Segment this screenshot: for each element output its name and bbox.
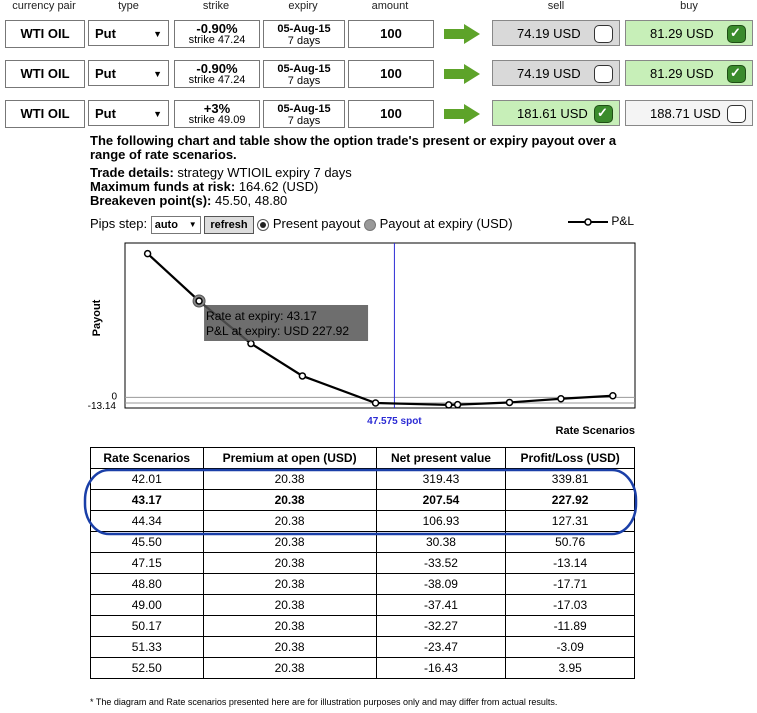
buy-price: 81.29 USD: [650, 66, 714, 81]
sell-button[interactable]: [492, 20, 620, 46]
table-header-row: [91, 448, 635, 469]
table-cell: 127.31: [506, 511, 635, 532]
header-type: type: [118, 0, 139, 12]
expiry-days: 7 days: [287, 35, 321, 47]
sell-checkbox[interactable]: [594, 25, 613, 43]
strike-field[interactable]: [174, 20, 260, 48]
table-cell: 20.38: [203, 532, 376, 553]
column-header: Net present value: [376, 448, 506, 469]
x-axis-label: Rate Scenarios: [555, 425, 635, 437]
buy-checkbox[interactable]: [727, 65, 746, 83]
table-cell: 319.43: [376, 469, 506, 490]
payout-chart: [0, 238, 757, 438]
amount-field[interactable]: 100: [348, 100, 434, 128]
table-cell: 227.92: [506, 490, 635, 511]
pl-point: [455, 402, 461, 408]
column-header: Rate Scenarios: [91, 448, 204, 469]
table-cell: 20.38: [203, 637, 376, 658]
expiry-date: 05-Aug-15: [277, 103, 331, 115]
table-row: [91, 616, 635, 637]
buy-button[interactable]: [625, 20, 753, 46]
y-tick-label: -13.14: [87, 400, 116, 412]
table-row: [91, 595, 635, 616]
tooltip-line-1: Rate at expiry: 43.17: [206, 308, 317, 323]
legend-label: P&L: [611, 214, 635, 228]
trade-details-value: strategy WTIOIL expiry 7 days: [173, 165, 352, 180]
max-funds-value: 164.62 (USD): [235, 179, 319, 194]
table-row: [91, 574, 635, 595]
expiry-date: 05-Aug-15: [277, 23, 331, 35]
chevron-down-icon: ▼: [153, 69, 162, 79]
column-header: Premium at open (USD): [203, 448, 376, 469]
currency-pair-field[interactable]: WTI OIL: [5, 60, 85, 88]
strike-percent: -0.90%: [196, 21, 238, 36]
buy-button[interactable]: [625, 60, 753, 86]
table-cell: -32.27: [376, 616, 506, 637]
sell-price: 74.19 USD: [517, 26, 581, 41]
table-cell: 52.50: [91, 658, 204, 679]
breakeven-value: 45.50, 48.80: [211, 193, 288, 208]
pl-point: [248, 341, 254, 347]
sell-price: 74.19 USD: [517, 66, 581, 81]
strike-value: strike 49.09: [188, 114, 246, 126]
max-funds: [90, 180, 318, 194]
table-cell: -17.71: [506, 574, 635, 595]
footnote: * The diagram and Rate scenarios presented here are for illustration purposes only and may differ from actual results.: [90, 697, 558, 707]
table-cell: 50.76: [506, 532, 635, 553]
table-cell: 20.38: [203, 553, 376, 574]
trade-row-3: [0, 100, 757, 130]
chart-legend: [568, 214, 634, 228]
table-cell: -23.47: [376, 637, 506, 658]
strike-value: strike 47.24: [188, 74, 246, 86]
column-header: Profit/Loss (USD): [506, 448, 635, 469]
expiry-date: 05-Aug-15: [277, 63, 331, 75]
pips-step-label: Pips step:: [90, 216, 148, 231]
arrow-right-icon: [444, 24, 480, 44]
table-cell: 43.17: [91, 490, 204, 511]
table-cell: -13.14: [506, 553, 635, 574]
table-cell: 20.38: [203, 616, 376, 637]
pl-point: [373, 400, 379, 406]
type-value: Put: [95, 66, 116, 81]
header-amount: amount: [371, 0, 409, 12]
pl-point: [610, 393, 616, 399]
buy-checkbox[interactable]: [727, 25, 746, 43]
buy-button[interactable]: [625, 100, 753, 126]
table-cell: 3.95: [506, 658, 635, 679]
table-cell: 48.80: [91, 574, 204, 595]
strike-percent: +3%: [203, 101, 231, 116]
y-tick-label: 0: [111, 391, 117, 403]
pl-point: [446, 402, 452, 408]
table-cell: 20.38: [203, 490, 376, 511]
strike-field[interactable]: [174, 100, 260, 128]
table-cell: -3.09: [506, 637, 635, 658]
trade-details: [90, 166, 352, 180]
currency-pair-field[interactable]: WTI OIL: [5, 20, 85, 48]
strike-value: strike 47.24: [188, 34, 246, 46]
sell-button[interactable]: [492, 60, 620, 86]
pl-point: [145, 251, 151, 257]
breakeven-label: Breakeven point(s):: [90, 193, 212, 208]
breakeven: [90, 194, 287, 208]
table-cell: 49.00: [91, 595, 204, 616]
table-cell: 45.50: [91, 532, 204, 553]
header-strike: strike: [202, 0, 230, 12]
amount-field[interactable]: 100: [348, 60, 434, 88]
table-cell: 339.81: [506, 469, 635, 490]
table-cell: 106.93: [376, 511, 506, 532]
table-cell: -38.09: [376, 574, 506, 595]
pips-step-value: auto: [154, 218, 178, 231]
sell-button[interactable]: [492, 100, 620, 126]
amount-field[interactable]: 100: [348, 20, 434, 48]
pl-point: [196, 298, 202, 304]
chevron-down-icon: ▼: [188, 219, 197, 229]
table-cell: 20.38: [203, 574, 376, 595]
header-buy: buy: [680, 0, 698, 12]
expiry-days: 7 days: [287, 115, 321, 127]
plot-area: [125, 243, 635, 408]
arrow-right-icon: [444, 104, 480, 124]
pl-point: [506, 399, 512, 405]
table-cell: 51.33: [91, 637, 204, 658]
table-cell: 47.15: [91, 553, 204, 574]
table-row: [91, 637, 635, 658]
pips-step-select[interactable]: [151, 216, 201, 234]
present-payout-radio[interactable]: [257, 219, 269, 231]
trade-row-2: [0, 60, 757, 90]
arrow-right-icon: [444, 64, 480, 84]
table-cell: 42.01: [91, 469, 204, 490]
table-cell: 20.38: [203, 469, 376, 490]
buy-checkbox[interactable]: [727, 105, 746, 123]
table-cell: 50.17: [91, 616, 204, 637]
expiry-field[interactable]: [263, 20, 345, 48]
currency-pair-field[interactable]: WTI OIL: [5, 100, 85, 128]
max-funds-label: Maximum funds at risk:: [90, 179, 236, 194]
trade-details-label: Trade details:: [90, 165, 174, 180]
expiry-field[interactable]: [263, 60, 345, 88]
expiry-days: 7 days: [287, 75, 321, 87]
legend-line-icon: [568, 217, 608, 227]
type-select[interactable]: [88, 60, 169, 86]
present-payout-label: Present payout: [272, 216, 361, 231]
table-cell: 30.38: [376, 532, 506, 553]
radio-dot-icon: [260, 222, 266, 228]
table-row: [91, 658, 635, 679]
table-cell: -17.03: [506, 595, 635, 616]
expiry-payout-radio[interactable]: [364, 219, 376, 231]
strike-percent: -0.90%: [196, 61, 238, 76]
table-cell: 207.54: [376, 490, 506, 511]
strike-field[interactable]: [174, 60, 260, 88]
sell-price: 181.61 USD: [517, 106, 588, 121]
pl-point: [299, 373, 305, 379]
table-cell: 44.34: [91, 511, 204, 532]
refresh-button[interactable]: refresh: [204, 216, 253, 234]
intro-text: The following chart and table show the option trade's present or expiry payout over a range of rate scenarios.: [90, 133, 617, 162]
table-cell: -11.89: [506, 616, 635, 637]
table-cell: 20.38: [203, 658, 376, 679]
expiry-field[interactable]: [263, 100, 345, 128]
table-cell: 20.38: [203, 511, 376, 532]
pl-point: [558, 396, 564, 402]
header-currency-pair: currency pair: [12, 0, 76, 12]
header-expiry: expiry: [288, 0, 318, 12]
trade-row-1: [0, 20, 757, 50]
header-sell: sell: [547, 0, 565, 12]
table-cell: -16.43: [376, 658, 506, 679]
buy-price: 188.71 USD: [650, 106, 721, 121]
table-row: [91, 553, 635, 574]
sell-checkbox[interactable]: [594, 105, 613, 123]
type-value: Put: [95, 106, 116, 121]
table-cell: -37.41: [376, 595, 506, 616]
buy-price: 81.29 USD: [650, 26, 714, 41]
chevron-down-icon: ▼: [153, 109, 162, 119]
type-select[interactable]: [88, 20, 169, 46]
chart-controls: [90, 214, 650, 234]
type-select[interactable]: [88, 100, 169, 126]
tooltip-line-2: P&L at expiry: USD 227.92: [206, 323, 350, 338]
highlight-outline: [82, 467, 642, 539]
sell-checkbox[interactable]: [594, 65, 613, 83]
spot-label: 47.575 spot: [367, 416, 422, 427]
y-axis-label: Payout: [91, 299, 103, 337]
table-cell: 20.38: [203, 595, 376, 616]
chevron-down-icon: ▼: [153, 29, 162, 39]
expiry-payout-label: Payout at expiry (USD): [379, 216, 513, 231]
table-cell: -33.52: [376, 553, 506, 574]
type-value: Put: [95, 26, 116, 41]
